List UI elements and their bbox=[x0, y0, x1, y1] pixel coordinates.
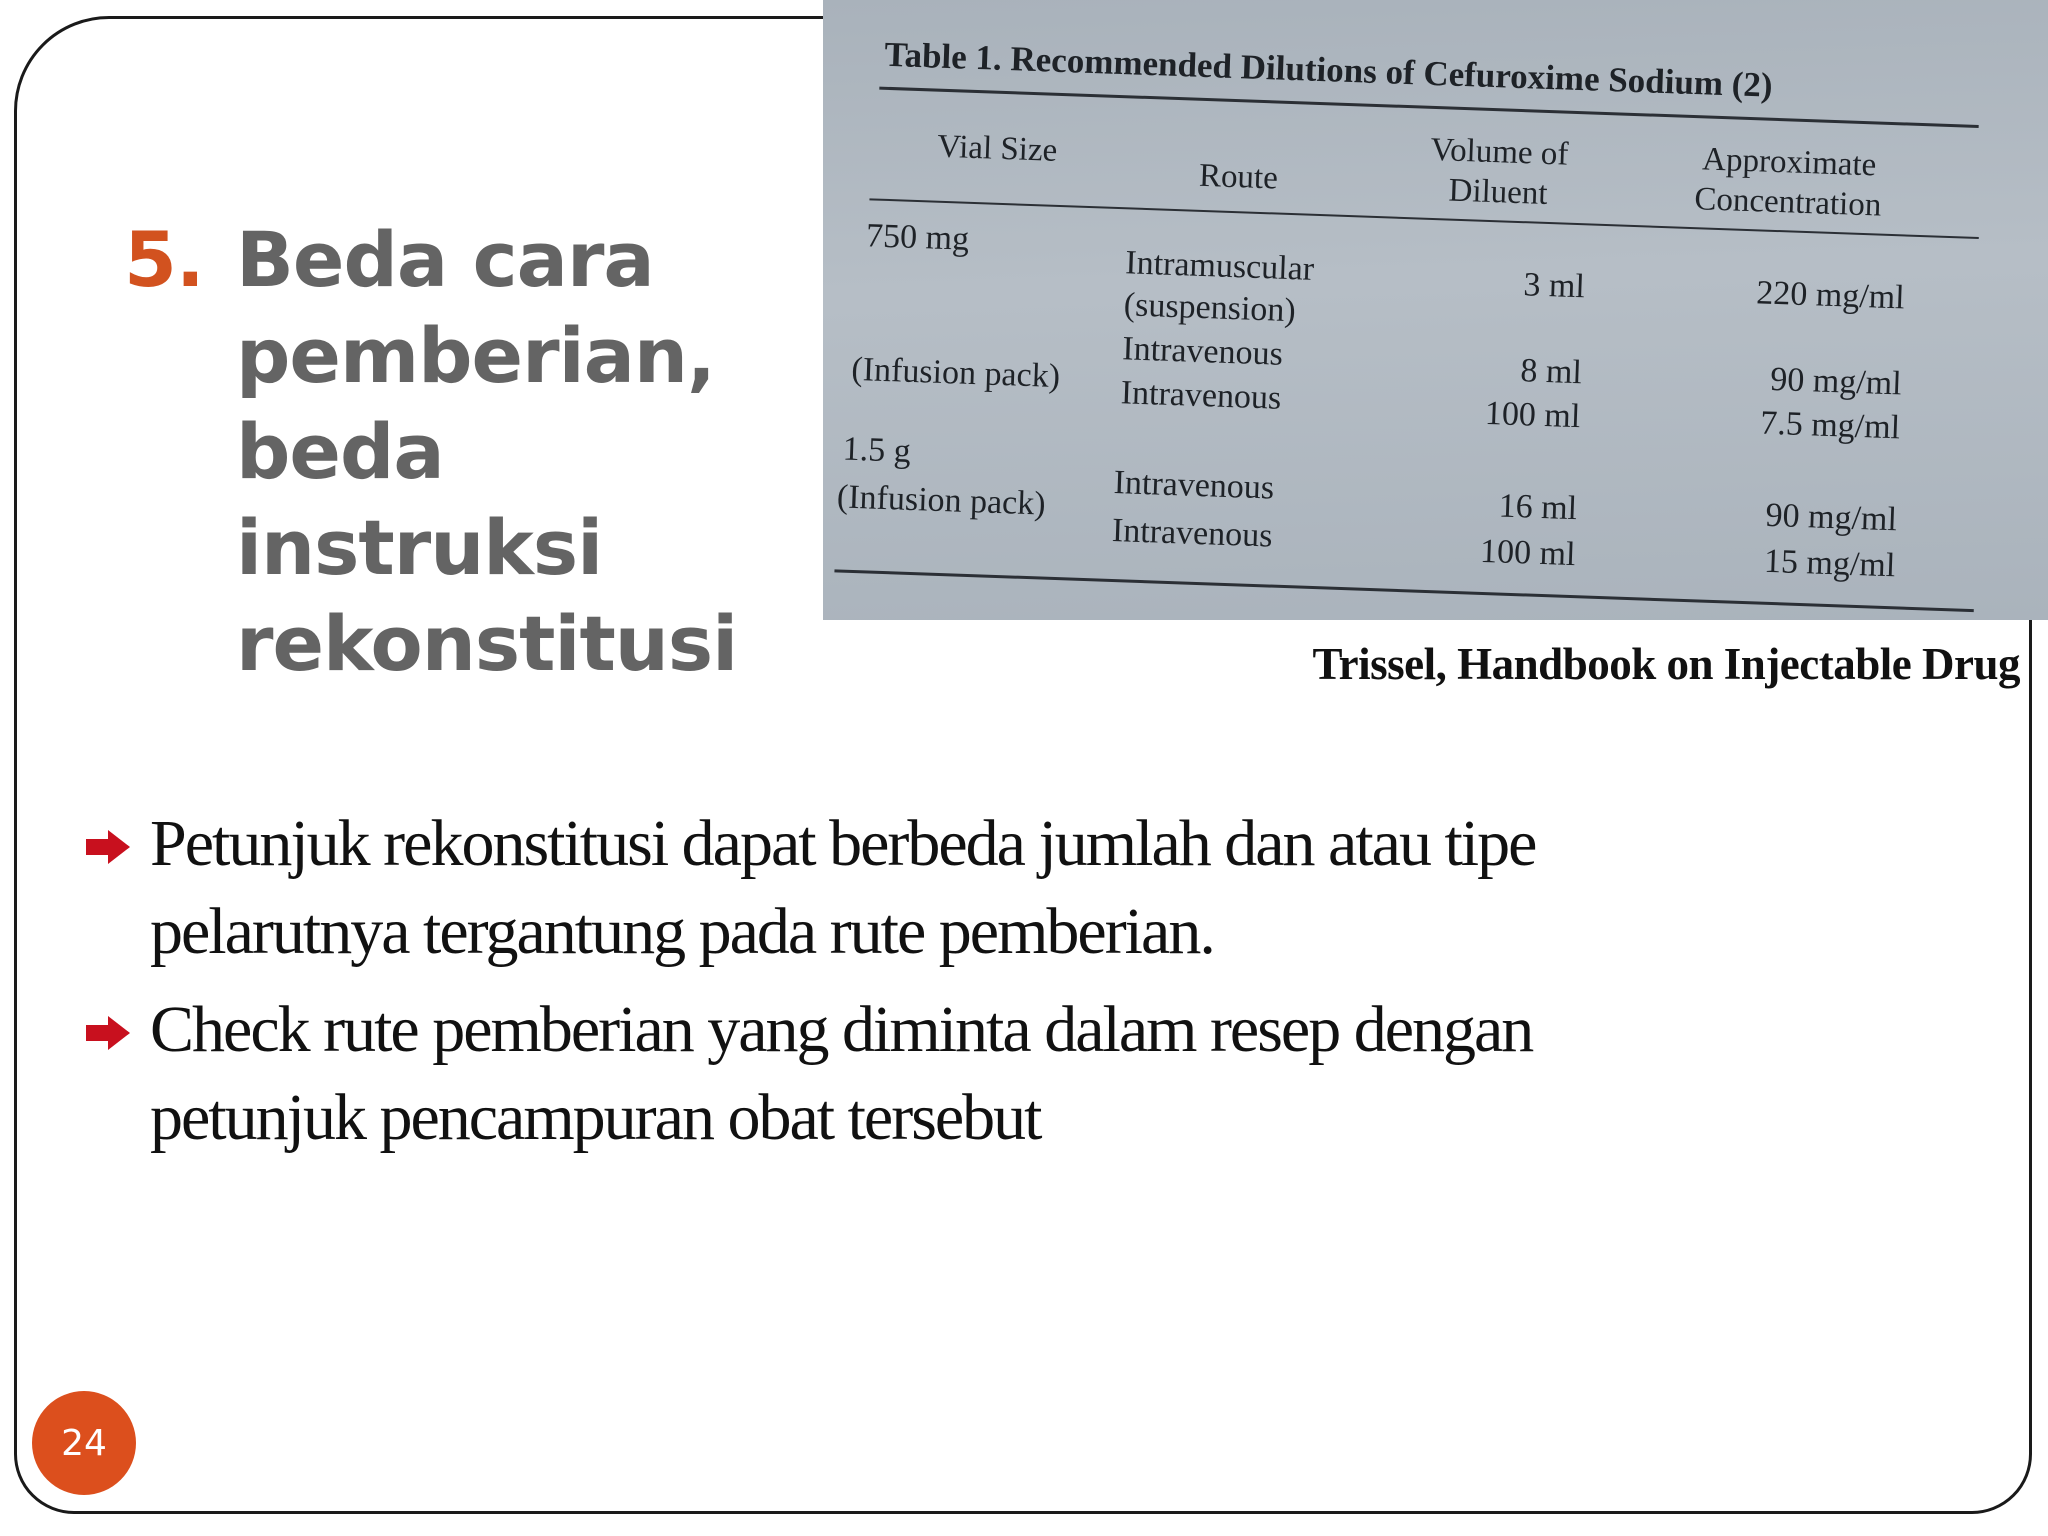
cell-volume: 3 ml bbox=[1522, 266, 1586, 306]
heading-title: Beda cara pemberian, beda instruksi rekonstitusi bbox=[236, 215, 738, 688]
cell-vial: 1.5 g bbox=[842, 430, 912, 470]
arrow-right-icon bbox=[86, 830, 130, 864]
cell-route: Intravenous bbox=[1121, 330, 1284, 373]
header-conc-line1: Approximate bbox=[1701, 141, 1877, 184]
header-route: Route bbox=[1198, 157, 1279, 197]
header-conc-line2: Concentration bbox=[1693, 181, 1882, 224]
table-photo bbox=[823, 0, 2048, 620]
cell-route: Intravenous bbox=[1113, 464, 1275, 507]
cell-vial: (Infusion pack) bbox=[850, 350, 1061, 396]
header-volume-line2: Diluent bbox=[1447, 172, 1549, 212]
cell-volume: 8 ml bbox=[1519, 352, 1583, 392]
cell-concentration: 90 mg/ml bbox=[1765, 496, 1898, 539]
heading-number: 5. bbox=[124, 215, 204, 304]
header-volume bbox=[1377, 128, 1620, 216]
cell-volume: 16 ml bbox=[1498, 487, 1578, 528]
bullet-text: Check rute pemberian yang diminta dalam resep dengan petunjuk pencampuran obat tersebut bbox=[150, 993, 1533, 1154]
cell-vial: 750 mg bbox=[865, 217, 970, 258]
header-concentration bbox=[1652, 138, 1925, 227]
page-number-badge: 24 bbox=[32, 1391, 136, 1495]
slide-heading bbox=[124, 212, 774, 692]
list-item bbox=[86, 800, 1786, 976]
citation: Trissel, Handbook on Injectable Drug bbox=[1312, 639, 2020, 689]
cell-concentration: 15 mg/ml bbox=[1763, 542, 1896, 585]
cell-concentration: 7.5 mg/ml bbox=[1759, 404, 1901, 447]
table-title: Table 1. Recommended Dilutions of Cefuroxime Sodium (2) bbox=[883, 34, 1774, 105]
dilution-table bbox=[823, 0, 2048, 620]
arrow-right-icon bbox=[86, 1016, 130, 1050]
header-vial-size: Vial Size bbox=[936, 128, 1058, 169]
cell-route: Intravenous bbox=[1120, 374, 1282, 417]
cell-volume: 100 ml bbox=[1484, 394, 1581, 436]
cell-route: Intravenous bbox=[1111, 512, 1274, 555]
cell-route: (suspension) bbox=[1123, 286, 1297, 330]
bullet-list bbox=[86, 800, 1786, 1172]
cell-volume: 100 ml bbox=[1479, 532, 1577, 574]
bullet-text: Petunjuk rekonstitusi dapat berbeda jumlah dan atau tipe pelarutnya tergantung pada rute pemberian. bbox=[150, 807, 1536, 968]
header-volume-line1: Volume of bbox=[1429, 131, 1569, 173]
list-item bbox=[86, 986, 1786, 1162]
cell-concentration: 220 mg/ml bbox=[1755, 274, 1906, 317]
cell-route: Intramuscular bbox=[1124, 244, 1315, 288]
cell-vial: (Infusion pack) bbox=[836, 478, 1047, 523]
cell-concentration: 90 mg/ml bbox=[1769, 360, 1903, 403]
